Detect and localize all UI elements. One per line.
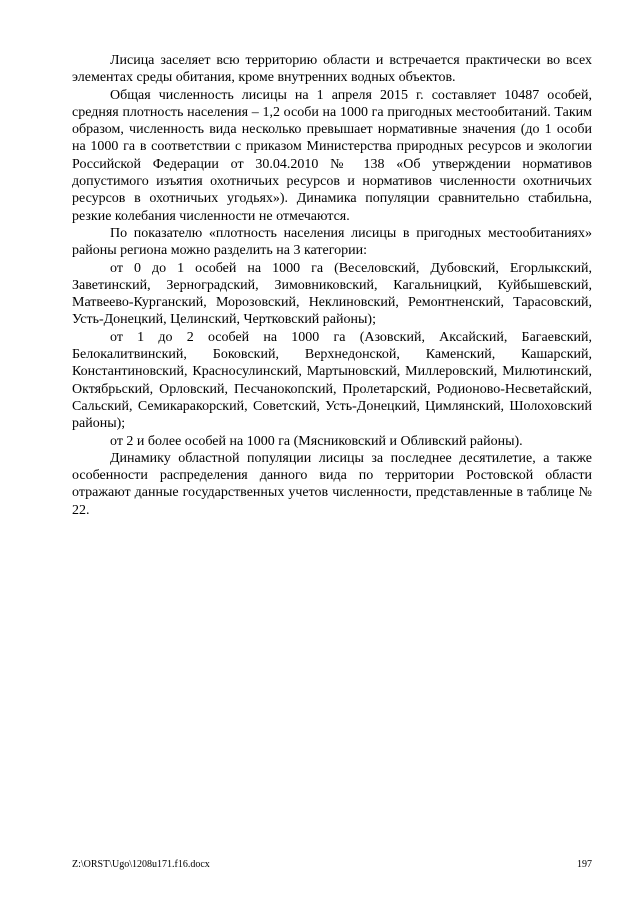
paragraph-fox-habitat: Лисица заселяет всю территорию области и встречается практически во всех элементах среды обитания, кроме внутренних водных объектов.: [72, 53, 592, 86]
paragraph-density-categories-intro: По показателю «плотность населения лисицы в пригодных местообитаниях» районы региона можно разделить на 3 категории:: [72, 225, 592, 259]
footer-page-number: 197: [577, 859, 592, 870]
paragraph-category-2-plus: от 2 и более особей на 1000 га (Мясниковский и Обливский районы).: [110, 433, 523, 449]
footer-file-path: Z:\ORST\Ugo\1208u171.f16.docx: [72, 859, 210, 870]
paragraph-category-0-to-1: от 0 до 1 особей на 1000 га (Веселовский, Дубовский, Егорлыкский, Заветинский, Зерноградский, Зимовниковский, Кагальницкий, Куйбышевский, Матвеево-Курганский, Морозовский, Неклиновский, Ремонтненский, Тарасовский, Усть-Донецкий, Целинский, Чертковский районы);: [72, 260, 592, 328]
document-body: [72, 52, 592, 519]
paragraph-table-reference: Динамику областной популяции лисицы за последнее десятилетие, а также особенности распределения данного вида по территории Ростовской области отражают данные государственных учетов численности, представленные в таблице № 22.: [72, 450, 592, 518]
paragraph-population-count: Общая численность лисицы на 1 апреля 2015 г. составляет 10487 особей, средняя плотность населения – 1,2 особи на 1000 га пригодных местообитаний. Таким образом, численность вида несколько превышает нормативные значения (до 1 особи на 1000 га в соответствии с приказом Министерства природных ресурсов и экологии Российской Федерации от 30.04.2010 № 138 «Об утверждении нормативов допустимого изъятия охотничьих ресурсов и нормативов численности охотничьих ресурсов в охотничьих угодьях»). Динамика популяции сравнительно стабильна, резкие колебания численности не отмечаются.: [72, 87, 592, 224]
paragraph-category-1-to-2: от 1 до 2 особей на 1000 га (Азовский, Аксайский, Багаевский, Белокалитвинский, Боковский, Верхнедонской, Каменский, Кашарский, Константиновский, Красносулинский, Мартыновский, Миллеровский, Милютинский, Октябрьский, Орловский, Песчанокопский, Пролетарский, Родионово-Несветайский, Сальский, Семикаракорский, Советский, Усть-Донецкий, Цимлянский, Шолоховский районы);: [72, 329, 592, 432]
